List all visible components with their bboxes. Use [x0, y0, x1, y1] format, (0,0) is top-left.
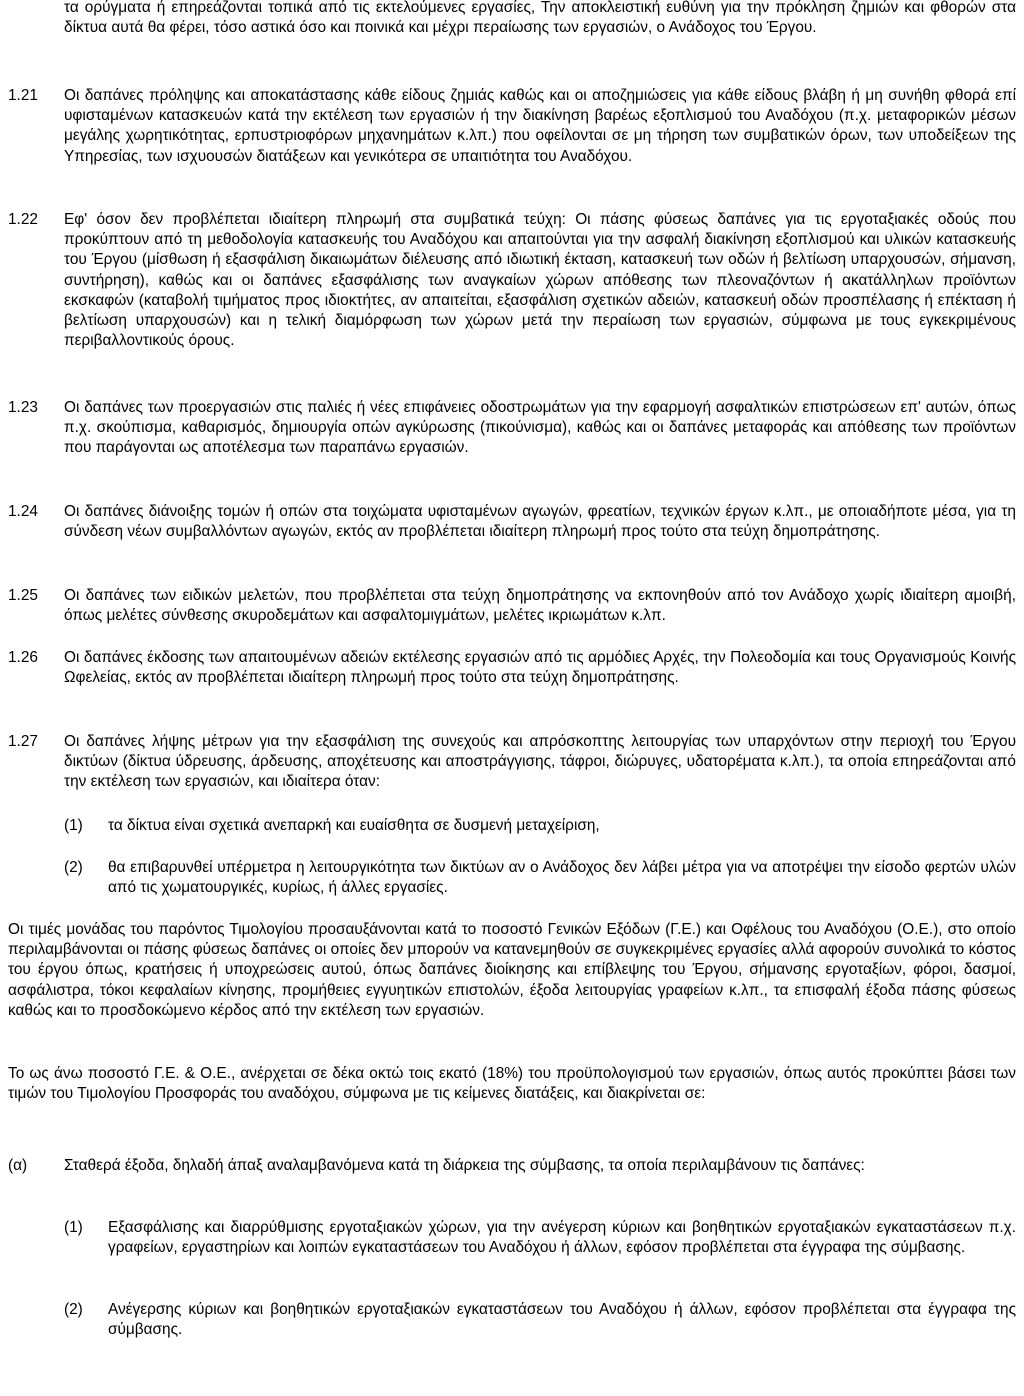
item-number: 1.27: [8, 733, 38, 750]
item-text: Οι δαπάνες πρόληψης και αποκατάστασης κάθε είδους ζημιάς καθώς και οι αποζημιώσεις για κάθε είδους βλάβη ή μη συνήθη φθορά επί υφισταμένων κατασκευών κατά την εκτέλεση των εργασιών ή την διακίνηση βαρέως εξοπλισμού του Αναδόχου (π.χ. μεταφορικών μέσων μεγάλης χωρητικότητας, ερπυστριοφόρων μηχανημάτων κ.λπ.) που οφείλονται σε μη τήρηση των συμβατικών όρων, των υποδείξεων της Υπηρεσίας, των ισχυουσών διατάξεων και γενικότερα σε υπαιτιότητα του Αναδόχου.: [64, 87, 1016, 165]
item-text: Οι δαπάνες των ειδικών μελετών, που προβλέπεται στα τεύχη δημοπράτησης να εκπονηθούν από τον Ανάδοχο χωρίς ιδιαίτερη αμοιβή, όπως μελέτες σύνθεσης σκυροδεμάτων και ασφαλτομιγμάτων, μελέτες ικριωμάτων κ.λπ.: [64, 587, 1016, 625]
paragraph-overhead: Οι τιμές μονάδας του παρόντος Τιμολογίου προσαυξάνονται κατά το ποσοστό Γενικών Εξόδων (Γ.Ε.) και Οφέλους του Αναδόχου (Ο.Ε.), στο οποίο περιλαμβάνονται οι πάσης φύσεως δαπάνες οι οποίες δεν μπορούν να κατανεμηθούν σε συγκεκριμένες εργασίες αλλά αφορούν συνολικά το κόστος του έργου όπως, κρατήσεις ή υποχρεώσεις αυτού, όπως δαπάνες διοίκησης και επίβλεψης του Έργου, σήμανσης εργοταξίων, φόροι, δασμοί, ασφάλιστρα, τόκοι κεφαλαίων κίνησης, προμήθειες εγγυητικών επιστολών, έξοδα λειτουργίας γραφείων κ.λπ., τα επισφαλή έξοδα πάσης φύσεως καθώς και το προσδοκώμενο κέρδος από την εκτέλεση των εργασιών.: [8, 921, 1016, 1019]
item-number: 1.24: [8, 503, 38, 520]
sub-item-text: τα δίκτυα είναι σχετικά ανεπαρκή και ευαίσθητα σε δυσμενή μεταχείριση,: [108, 817, 600, 834]
item-text: Οι δαπάνες έκδοσης των απαιτουμένων αδειών εκτέλεσης εργασιών από τις αρμόδιες Αρχές, την Πολεοδομία και τους Οργανισμούς Κοινής Ωφελείας, εκτός αν προβλέπεται ιδιαίτερη πληρωμή προς τούτο στα τεύχη δημοπράτησης.: [64, 649, 1016, 687]
sub-item-number: (2): [64, 859, 83, 876]
item-number: 1.26: [8, 649, 38, 666]
sub-item-text: θα επιβαρυνθεί υπέρμετρα η λειτουργικότητα των δικτύων αν ο Ανάδοχος δεν λάβει μέτρα για να αποτρέψει την είσοδο φερτών υλών από τις χωματουργικές, κυρίως, ή άλλες εργασίες.: [108, 859, 1016, 897]
item-number: 1.22: [8, 211, 38, 228]
item-number: 1.25: [8, 587, 38, 604]
sub-item-number: (1): [64, 817, 83, 834]
paragraph-percentage: Το ως άνω ποσοστό Γ.Ε. & Ο.Ε., ανέρχεται σε δέκα οκτώ τοις εκατό (18%) του προϋπολογισμού των εργασιών, όπως αυτός προκύπτει βάσει των τιμών του Τιμολογίου Προσφοράς του αναδόχου, σύμφωνα με τις κείμενες διατάξεις, και διακρίνεται σε:: [8, 1065, 1016, 1103]
sub-item-number: (2): [64, 1301, 83, 1318]
sub-item-number: (1): [64, 1219, 83, 1236]
item-text: Οι δαπάνες λήψης μέτρων για την εξασφάλιση της συνεχούς και απρόσκοπτης λειτουργίας των υπαρχόντων στην περιοχή του Έργου δικτύων (δίκτυα ύδρευσης, άρδευσης, αποχέτευσης και αποστράγγισης, τάφροι, διώρυγες, υδατορέματα κ.λπ.), τα οποία επηρεάζονται από την εκτέλεση των εργασιών, και ιδιαίτερα όταν:: [64, 733, 1016, 791]
continuation-paragraph: τα ορύγματα ή επηρεάζονται τοπικά από τις εκτελούμενες εργασίες, Την αποκλειστική ευθύνη για την πρόκληση ζημιών και φθορών στα δίκτυα αυτά θα φέρει, τόσο αστικά όσο και ποινικά και μέχρι περαίωσης των εργασιών, ο Ανάδοχος του Έργου.: [64, 0, 1016, 37]
item-text: Εφ' όσον δεν προβλέπεται ιδιαίτερη πληρωμή στα συμβατικά τεύχη: Οι πάσης φύσεως δαπάνες για τις εργοταξιακές οδούς που προκύπτουν από τη μεθοδολογία κατασκευής του Αναδόχου και απαιτούνται για την ασφαλή διακίνηση εξοπλισμού και υλικών κατασκευής του Έργου (μίσθωση ή εξασφάλιση δικαιωμάτων διέλευσης από ιδιωτική έκταση, κατασκευή των οδών ή βελτίωση υπαρχουσών, σήμανση, συντήρηση), καθώς και οι δαπάνες εξασφάλισης των αναγκαίων χώρων απόθεσης των πλεοναζόντων ή ακατάλληλων προϊόντων εκσκαφών (καταβολή τιμήματος προς ιδιοκτήτες, αν απαιτείται, εξασφάλιση σχετικών αδειών, κατασκευή οδών προσπέλασης ή επέκταση ή βελτίωση υπαρχουσών) και η τελική διαμόρφωση των χώρων μετά την περαίωση των εργασιών, σύμφωνα με τους εγκεκριμένους περιβαλλοντικούς όρους.: [64, 211, 1016, 350]
item-text: Σταθερά έξοδα, δηλαδή άπαξ αναλαμβανόμενα κατά τη διάρκεια της σύμβασης, τα οποία περιλαμβάνουν τις δαπάνες:: [64, 1157, 865, 1174]
item-number: (α): [8, 1157, 28, 1174]
item-number: 1.23: [8, 399, 38, 416]
item-text: Οι δαπάνες των προεργασιών στις παλιές ή νέες επιφάνειες οδοστρωμάτων για την εφαρμογή ασφαλτικών επιστρώσεων επ' αυτών, όπως π.χ. σκούπισμα, καθαρισμός, δημιουργία οπών αγκύρωσης (πικούνισμα), καθώς και οι δαπάνες μεταφοράς και απόθεσης των προϊόντων που παράγονται ως αποτέλεσμα των παραπάνω εργασιών.: [64, 399, 1016, 457]
sub-item-text: Εξασφάλισης και διαρρύθμισης εργοταξιακών χώρων, για την ανέγερση κύριων και βοηθητικών εργοταξιακών εγκαταστάσεων π.χ. γραφείων, εργαστηρίων και λοιπών εγκαταστάσεων του Αναδόχου ή άλλων, εφόσον προβλέπεται στα έγγραφα της σύμβασης.: [108, 1219, 1016, 1257]
sub-item-text: Ανέγερσης κύριων και βοηθητικών εργοταξιακών εγκαταστάσεων του Αναδόχου ή άλλων, εφόσον προβλέπεται στα έγγραφα της σύμβασης.: [108, 1301, 1016, 1339]
item-number: 1.21: [8, 87, 38, 104]
item-text: Οι δαπάνες διάνοιξης τομών ή οπών στα τοιχώματα υφισταμένων αγωγών, φρεατίων, τεχνικών έργων κ.λπ., με οποιαδήποτε μέσα, για τη σύνδεση νέων συμβαλλόντων αγωγών, εκτός αν προβλέπεται ιδιαίτερη πληρωμή προς τούτο στα τεύχη δημοπράτησης.: [64, 503, 1016, 541]
